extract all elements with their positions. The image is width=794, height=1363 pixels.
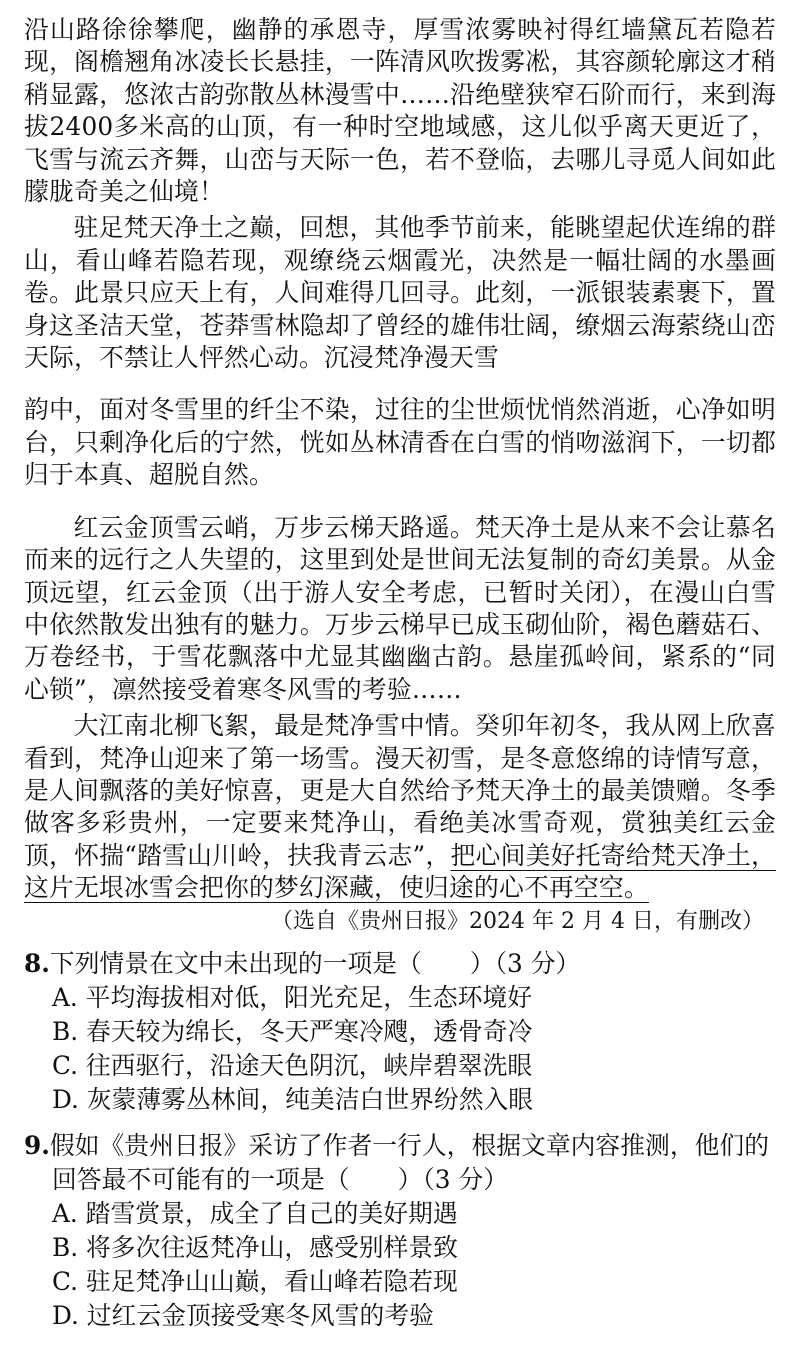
question-8-option-d[interactable]: D. 灰蒙薄雾丛林间，纯美洁白世界纷然入眼 bbox=[52, 1084, 534, 1114]
question-8-stem bbox=[24, 947, 776, 981]
question-8-points: ）（3 分） bbox=[469, 948, 581, 978]
question-9-option-d[interactable]: D. 过红云金顶接受寒冬风雪的考验 bbox=[52, 1300, 434, 1330]
question-9-option-b[interactable]: B. 将多次往返梵净山，感受别样景致 bbox=[52, 1232, 458, 1262]
question-9-points: ）（3 分） bbox=[397, 1164, 509, 1194]
question-8-options bbox=[24, 981, 776, 1117]
question-8-option-c[interactable]: C. 往西驱行，沿途天色阴沉，峡岸碧翠洗眼 bbox=[52, 1050, 533, 1080]
article-paragraph-2: 驻足梵天净土之巅，回想，其他季节前来，能眺望起伏连绵的群山，看山峰若隐若现，观缭绕云烟霞光，决然是一幅壮阔的水墨画卷。此景只应天上有，人间难得几回寻。此刻，一派银装素裹下，置身这圣洁天堂，苍莽雪林隐却了曾经的雄伟壮阔，缭烟云海萦绕山峦天际，不禁让人怦然心动。沉浸梵净漫天雪 bbox=[24, 213, 776, 373]
question-9-options bbox=[24, 1197, 776, 1333]
question-8-number: 8. bbox=[24, 948, 50, 978]
question-9-option-a[interactable]: A. 踏雪赏景，成全了自己的美好期遇 bbox=[52, 1198, 458, 1228]
question-9-option-c[interactable]: C. 驻足梵净山山巅，看山峰若隐若现 bbox=[52, 1266, 458, 1296]
question-8-option-b[interactable]: B. 春天较为绵长，冬天严寒冷飕，透骨奇冷 bbox=[52, 1016, 533, 1046]
question-8 bbox=[24, 947, 776, 1117]
document-page bbox=[24, 14, 776, 1333]
question-8-stem-text: 下列情景在文中未出现的一项是（ bbox=[49, 948, 422, 978]
question-9 bbox=[24, 1129, 776, 1333]
article-source: （选自《贵州日报》2024 年 2 月 4 日，有删改） bbox=[271, 908, 764, 934]
question-8-option-a[interactable]: A. 平均海拔相对低，阳光充足，生态环境好 bbox=[52, 982, 533, 1012]
article-paragraph-5 bbox=[24, 710, 776, 904]
article-paragraph-1: 沿山路徐徐攀爬，幽静的承恩寺，厚雪浓雾映衬得红墙黛瓦若隐若现，阁檐翘角冰凌长长悬挂，一阵清风吹拨雾凇，其容颜轮廓这才稍稍显露，悠浓古韵弥散丛林漫雪中……沿绝壁狭窄石阶而行，来到海拔2400多米高的山顶，有一种时空地域感，这儿似乎离天更近了，飞雪与流云齐舞，山峦与天际一色，若不登临，去哪儿寻觅人间如此朦胧奇美之仙境！ bbox=[24, 15, 776, 207]
question-9-number: 9. bbox=[24, 1130, 50, 1160]
question-9-stem-text: 假如《贵州日报》采访了作者一行人，根据文章内容推测，他们的回答最不可能有的一项是（ bbox=[49, 1130, 770, 1194]
article-paragraph-5-text: 大江南北柳飞絮，最是梵净雪中情。癸卯年初冬，我从网上欣喜看到，梵净山迎来了第一场雪。漫天初雪，是冬意悠绵的诗情写意，是人间飘落的美好惊喜，更是大自然给予梵天净土的最美馈赠。冬季做客多彩贵州，一定要来梵净山，看绝美冰雪奇观，赏独美红云金顶，怀揣“踏雪山川岭，扶我青云志”， bbox=[24, 711, 776, 870]
article-paragraph-4: 红云金顶雪云峭，万步云梯天路遥。梵天净土是从来不会让慕名而来的远行之人失望的，这里到处是世间无法复制的奇幻美景。从金顶远望，红云金顶（出于游人安全考虑，已暂时关闭），在漫山白雪中依然散发出独有的魅力。万步云梯早已成玉砌仙阶，褐色蘑菇石、万卷经书，于雪花飘落中尤显其幽幽古韵。悬崖孤岭间，紧系的“同心锁”，凛然接受着寒冬风雪的考验…… bbox=[24, 512, 776, 704]
article-paragraph-3: 韵中，面对冬雪里的纤尘不染，过往的尘世烦忧悄然消逝，心净如明台，只剩净化后的宁然，恍如丛林清香在白雪的悄吻滋润下，一切都归于本真、超脱自然。 bbox=[24, 395, 776, 490]
question-9-stem bbox=[24, 1129, 776, 1197]
underlined-sentence: 把心间美好托寄给梵天净土，这片无垠冰雪会把你的梦幻深藏，使归途的心不再空空。 bbox=[24, 840, 776, 903]
